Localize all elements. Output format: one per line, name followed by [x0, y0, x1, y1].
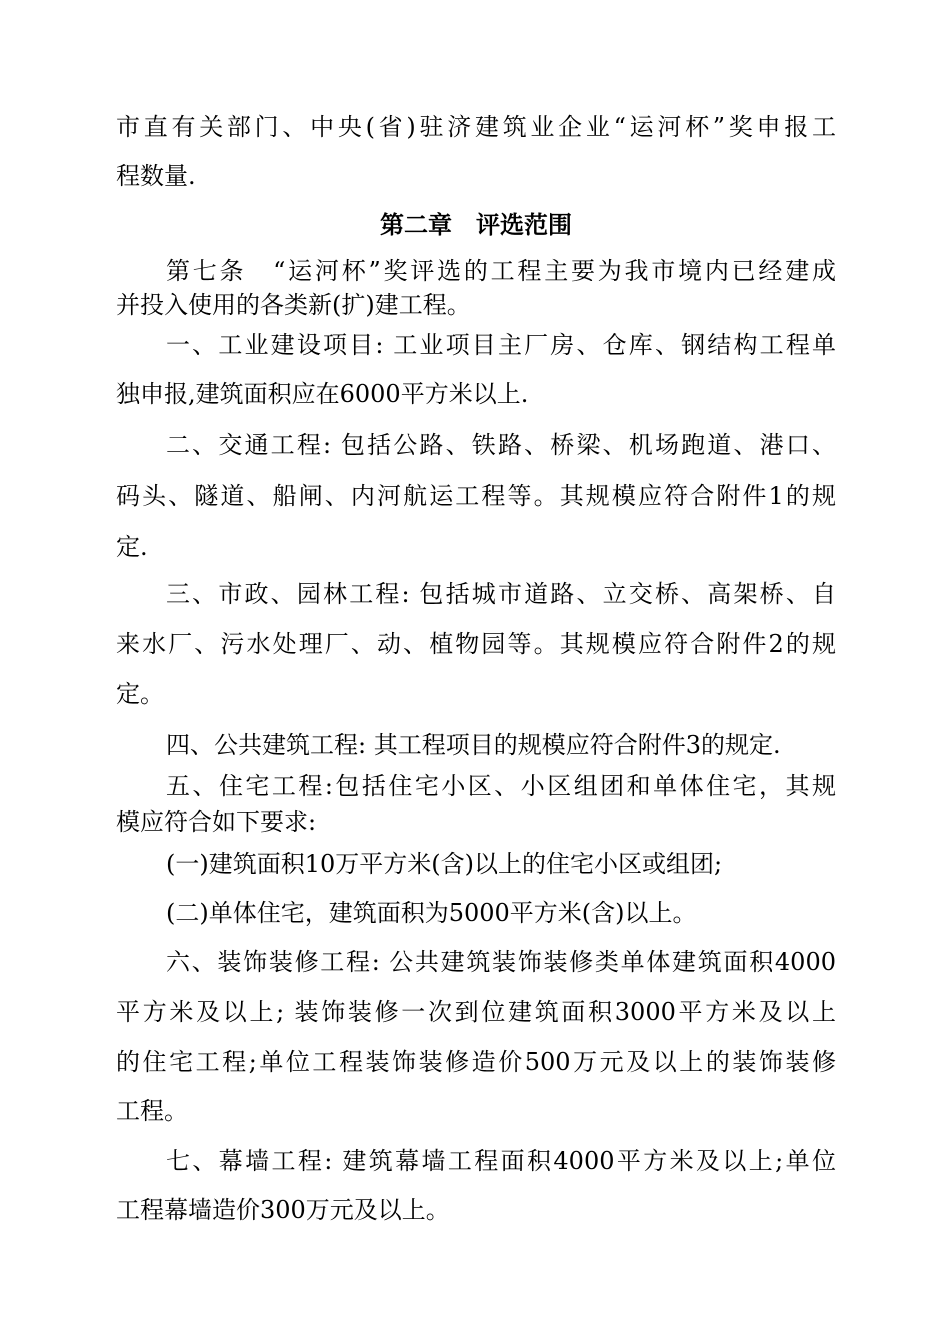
- text-line: 六、装饰装修工程: 公共建筑装饰装修类单体建筑面积4000: [166, 948, 836, 976]
- text-line: 程数量.: [116, 162, 196, 190]
- text-line: 并投入使用的各类新(扩)建工程。: [116, 291, 471, 319]
- text-line: 工程幕墙造价300万元及以上。: [116, 1196, 450, 1224]
- text-line: 来水厂、污水处理厂、动、植物园等。其规模应符合附件2的规: [116, 630, 836, 658]
- text-line: (一)建筑面积10万平方米(含)以上的住宅小区或组团;: [166, 850, 723, 878]
- text-line: 的住宅工程;单位工程装饰装修造价500万元及以上的装饰装修: [116, 1048, 836, 1076]
- text-line: 码头、隧道、船闸、内河航运工程等。其规模应符合附件1的规: [116, 482, 836, 510]
- text-line: 定.: [116, 533, 148, 561]
- text-line: 工程。: [116, 1097, 188, 1125]
- text-line: 二、交通工程: 包括公路、铁路、桥梁、机场跑道、港口、: [166, 431, 836, 459]
- text-line: 市直有关部门、中央(省)驻济建筑业企业“运河杯”奖申报工: [116, 113, 836, 141]
- text-line: 定。: [116, 680, 164, 708]
- text-line: (二)单体住宅，建筑面积为5000平方米(含)以上。: [166, 899, 697, 927]
- text-line: 五、住宅工程:包括住宅小区、小区组团和单体住宅，其规: [166, 772, 836, 800]
- text-line: 独申报,建筑面积应在6000平方米以上.: [116, 380, 529, 408]
- text-line: 一、工业建设项目: 工业项目主厂房、仓库、钢结构工程单: [166, 331, 836, 359]
- text-line: 四、公共建筑工程: 其工程项目的规模应符合附件3的规定.: [166, 731, 781, 759]
- text-line: 第七条 “运河杯”奖评选的工程主要为我市境内已经建成: [166, 257, 836, 285]
- text-line: 三、市政、园林工程: 包括城市道路、立交桥、高架桥、自: [166, 580, 836, 608]
- text-line: 模应符合如下要求:: [116, 808, 317, 836]
- chapter-heading: 第二章 评选范围: [380, 210, 572, 239]
- text-line: 平方米及以上; 装饰装修一次到位建筑面积3000平方米及以上: [116, 998, 836, 1026]
- text-line: 七、幕墙工程: 建筑幕墙工程面积4000平方米及以上;单位: [166, 1147, 836, 1175]
